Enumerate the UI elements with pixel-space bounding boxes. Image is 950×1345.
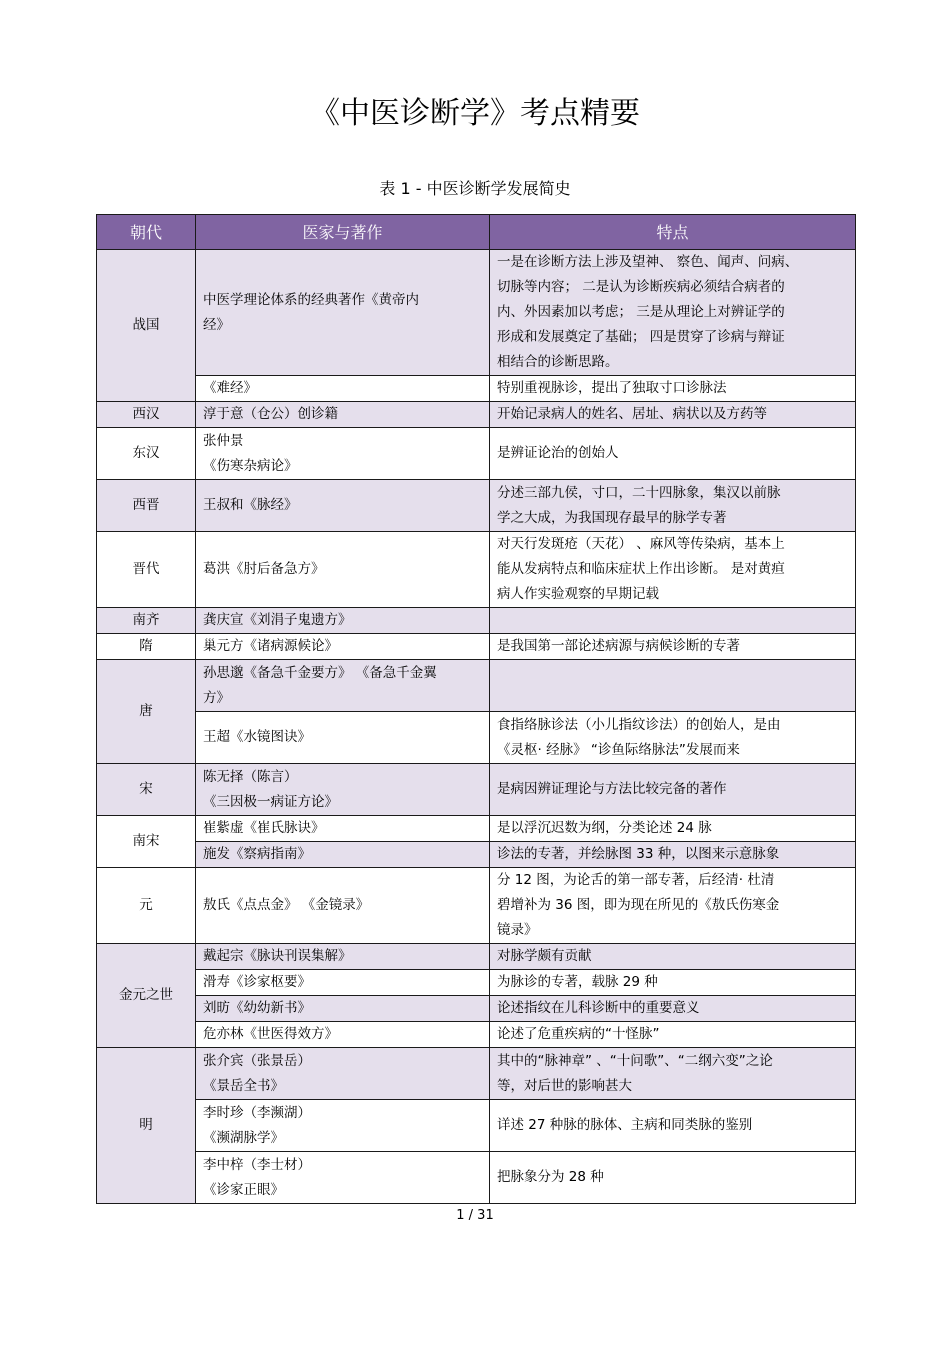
feature-line: 学之大成，为我国现存最早的脉学专著 [497,509,727,526]
dynasty-cell: 东汉 [97,428,196,480]
feature-line: 是我国第一部论述病源与病候诊断的专著 [497,638,740,654]
feature-cell [490,1022,856,1048]
author-work-cell [196,402,490,428]
table-row [97,1100,856,1152]
author-work-line: 葛洪《肘后备急方》 [203,561,325,577]
table-row [97,608,856,634]
author-work-line: 李中梓（李士材） [203,1156,311,1173]
author-work-line: 中医学理论体系的经典著作《黄帝内 [203,291,419,308]
feature-cell [490,1100,856,1152]
author-work-line: 滑寿《诊家枢要》 [203,974,311,990]
dynasty-cell: 明 [97,1048,196,1204]
author-work-cell [196,816,490,842]
author-work-line: 戴起宗《脉诀刊误集解》 [203,948,352,964]
feature-line: 是辨证论治的创始人 [497,445,619,461]
table-caption: 表 1 - 中医诊断学发展简史 [379,179,571,198]
feature-cell [490,712,856,764]
author-work-cell [196,608,490,634]
feature-line: 《灵枢· 经脉》 “诊鱼际络脉法”发展而来 [497,741,740,758]
table-row [97,1048,856,1100]
feature-line: 特别重视脉诊，提出了独取寸口诊脉法 [497,380,727,396]
table-row [97,712,856,764]
author-work-line: 巢元方《诸病源候论》 [203,638,338,654]
feature-cell [490,608,856,634]
dynasty-cell: 宋 [97,764,196,816]
feature-cell [490,816,856,842]
table-row [97,402,856,428]
table-row [97,816,856,842]
table-row [97,842,856,868]
table-row [97,970,856,996]
feature-cell [490,634,856,660]
feature-line: 分 12 图，为论舌的第一部专著，后经清· 杜清 [497,872,775,888]
author-work-line: 方》 [203,689,230,706]
dynasty-cell: 元 [97,868,196,944]
feature-line: 详述 27 种脉的脉体、主病和同类脉的鉴别 [497,1117,753,1133]
header-dynasty: 朝代 [97,215,196,250]
author-work-cell [196,1022,490,1048]
feature-line: 分述三部九侯，寸口，二十四脉象，集汉以前脉 [497,484,781,501]
dynasty-cell: 金元之世 [97,944,196,1048]
author-work-line: 王叔和《脉经》 [203,497,298,513]
feature-cell [490,764,856,816]
table-row [97,660,856,712]
feature-cell [490,532,856,608]
feature-cell [490,428,856,480]
table-row [97,376,856,402]
author-work-cell [196,532,490,608]
author-work-line: 龚庆宣《刘涓子鬼遗方》 [203,612,352,628]
feature-cell [490,970,856,996]
author-work-cell [196,868,490,944]
author-work-line: 敖氏《点点金》 《金镜录》 [203,897,370,913]
table-row [97,868,856,944]
feature-cell [490,996,856,1022]
table-row [97,764,856,816]
dynasty-cell: 南宋 [97,816,196,868]
header-feature: 特点 [490,215,856,250]
feature-cell [490,1152,856,1204]
table-row [97,944,856,970]
feature-line: 诊法的专著，并绘脉图 33 种，以图来示意脉象 [497,846,780,862]
author-work-line: 陈无择（陈言） [203,768,298,785]
table-row [97,480,856,532]
header-author: 医家与著作 [196,215,490,250]
author-work-line: 《景岳全书》 [203,1077,284,1094]
author-work-line: 孙思邈《备急千金要方》 《备急千金翼 [203,664,437,681]
author-work-cell [196,712,490,764]
table-row [97,1022,856,1048]
feature-cell [490,376,856,402]
table-row [97,532,856,608]
feature-line: 内、外因素加以考虑； 三是从理论上对辨证学的 [497,304,785,320]
author-work-cell [196,1152,490,1204]
author-work-cell [196,480,490,532]
feature-line: 等，对后世的影响甚大 [497,1077,632,1094]
feature-line: 形成和发展奠定了基础； 四是贯穿了诊病与辩证 [497,329,785,345]
feature-cell [490,868,856,944]
author-work-cell [196,970,490,996]
author-work-line: 《三因极一病证方论》 [203,793,338,810]
feature-line: 相结合的诊断思路。 [497,354,619,370]
author-work-line: 淳于意（仓公）创诊籍 [203,406,338,422]
table-row [97,250,856,376]
author-work-line: 经》 [203,316,230,333]
page-number: 1 / 31 [456,1208,494,1223]
author-work-cell [196,1100,490,1152]
feature-cell [490,660,856,712]
author-work-line: 张介宾（张景岳） [203,1052,311,1069]
feature-line: 切脉等内容； 二是认为诊断疾病必须结合病者的 [497,279,785,295]
author-work-cell [196,764,490,816]
author-work-line: 李时珍（李濒湖） [203,1104,311,1121]
author-work-cell [196,634,490,660]
feature-line: 一是在诊断方法上涉及望神、 察色、闻声、问病、 [497,254,799,270]
author-work-cell [196,996,490,1022]
author-work-cell [196,1048,490,1100]
table-row [97,996,856,1022]
author-work-cell [196,842,490,868]
feature-cell [490,944,856,970]
author-work-cell [196,428,490,480]
author-work-line: 刘昉《幼幼新书》 [203,1000,311,1016]
feature-line: 其中的“脉神章” 、“十问歌”、“二纲六变”之论 [497,1052,773,1069]
table-header-row [97,215,856,250]
dynasty-cell: 隋 [97,634,196,660]
author-work-cell [196,376,490,402]
feature-line: 病人作实验观察的早期记载 [497,586,659,602]
author-work-line: 《诊家正眼》 [203,1181,284,1198]
dynasty-cell: 南齐 [97,608,196,634]
author-work-line: 崔紫虚《崔氏脉诀》 [203,820,325,836]
feature-line: 开始记录病人的姓名、居址、病状以及方药等 [497,406,767,422]
table-body [97,250,856,1204]
feature-line: 能从发病特点和临床症状上作出诊断。 是对黄疸 [497,561,785,577]
author-work-cell [196,250,490,376]
dynasty-cell: 西汉 [97,402,196,428]
author-work-line: 危亦林《世医得效方》 [203,1026,338,1042]
author-work-cell [196,660,490,712]
author-work-line: 《难经》 [203,380,257,396]
author-work-line: 王超《水镜图诀》 [203,729,311,745]
feature-cell [490,1048,856,1100]
feature-line: 论述了危重疾病的“十怪脉” [497,1026,660,1042]
table-row [97,1152,856,1204]
table-row [97,428,856,480]
feature-cell [490,402,856,428]
feature-cell [490,842,856,868]
document-title: 《中医诊断学》考点精要 [310,96,640,131]
author-work-cell [196,944,490,970]
feature-line: 把脉象分为 28 种 [497,1169,604,1185]
feature-line: 是以浮沉迟数为纲，分类论述 24 脉 [497,820,712,836]
dynasty-cell: 西晋 [97,480,196,532]
feature-line: 对天行发斑疮（天花） 、麻风等传染病，基本上 [497,536,785,552]
dynasty-cell: 唐 [97,660,196,764]
dynasty-cell: 晋代 [97,532,196,608]
feature-line: 是病因辨证理论与方法比较完备的著作 [497,781,727,797]
feature-line: 食指络脉诊法（小儿指纹诊法）的创始人，是由 [497,716,781,733]
author-work-line: 施发《察病指南》 [203,846,311,862]
author-work-line: 《伤寒杂病论》 [203,457,298,474]
author-work-line: 张仲景 [203,432,244,449]
author-work-line: 《濒湖脉学》 [203,1129,284,1146]
feature-cell [490,250,856,376]
feature-line: 镜录》 [497,922,538,938]
feature-line: 碧增补为 36 图，即为现在所见的《敖氏伤寒金 [497,897,780,913]
feature-cell [490,480,856,532]
table-row [97,634,856,660]
dynasty-cell: 战国 [97,250,196,402]
feature-line: 为脉诊的专著，载脉 29 种 [497,974,658,990]
feature-line: 论述指纹在儿科诊断中的重要意义 [497,1000,700,1016]
history-table [96,214,856,1204]
feature-line: 对脉学颇有贡献 [497,948,592,964]
